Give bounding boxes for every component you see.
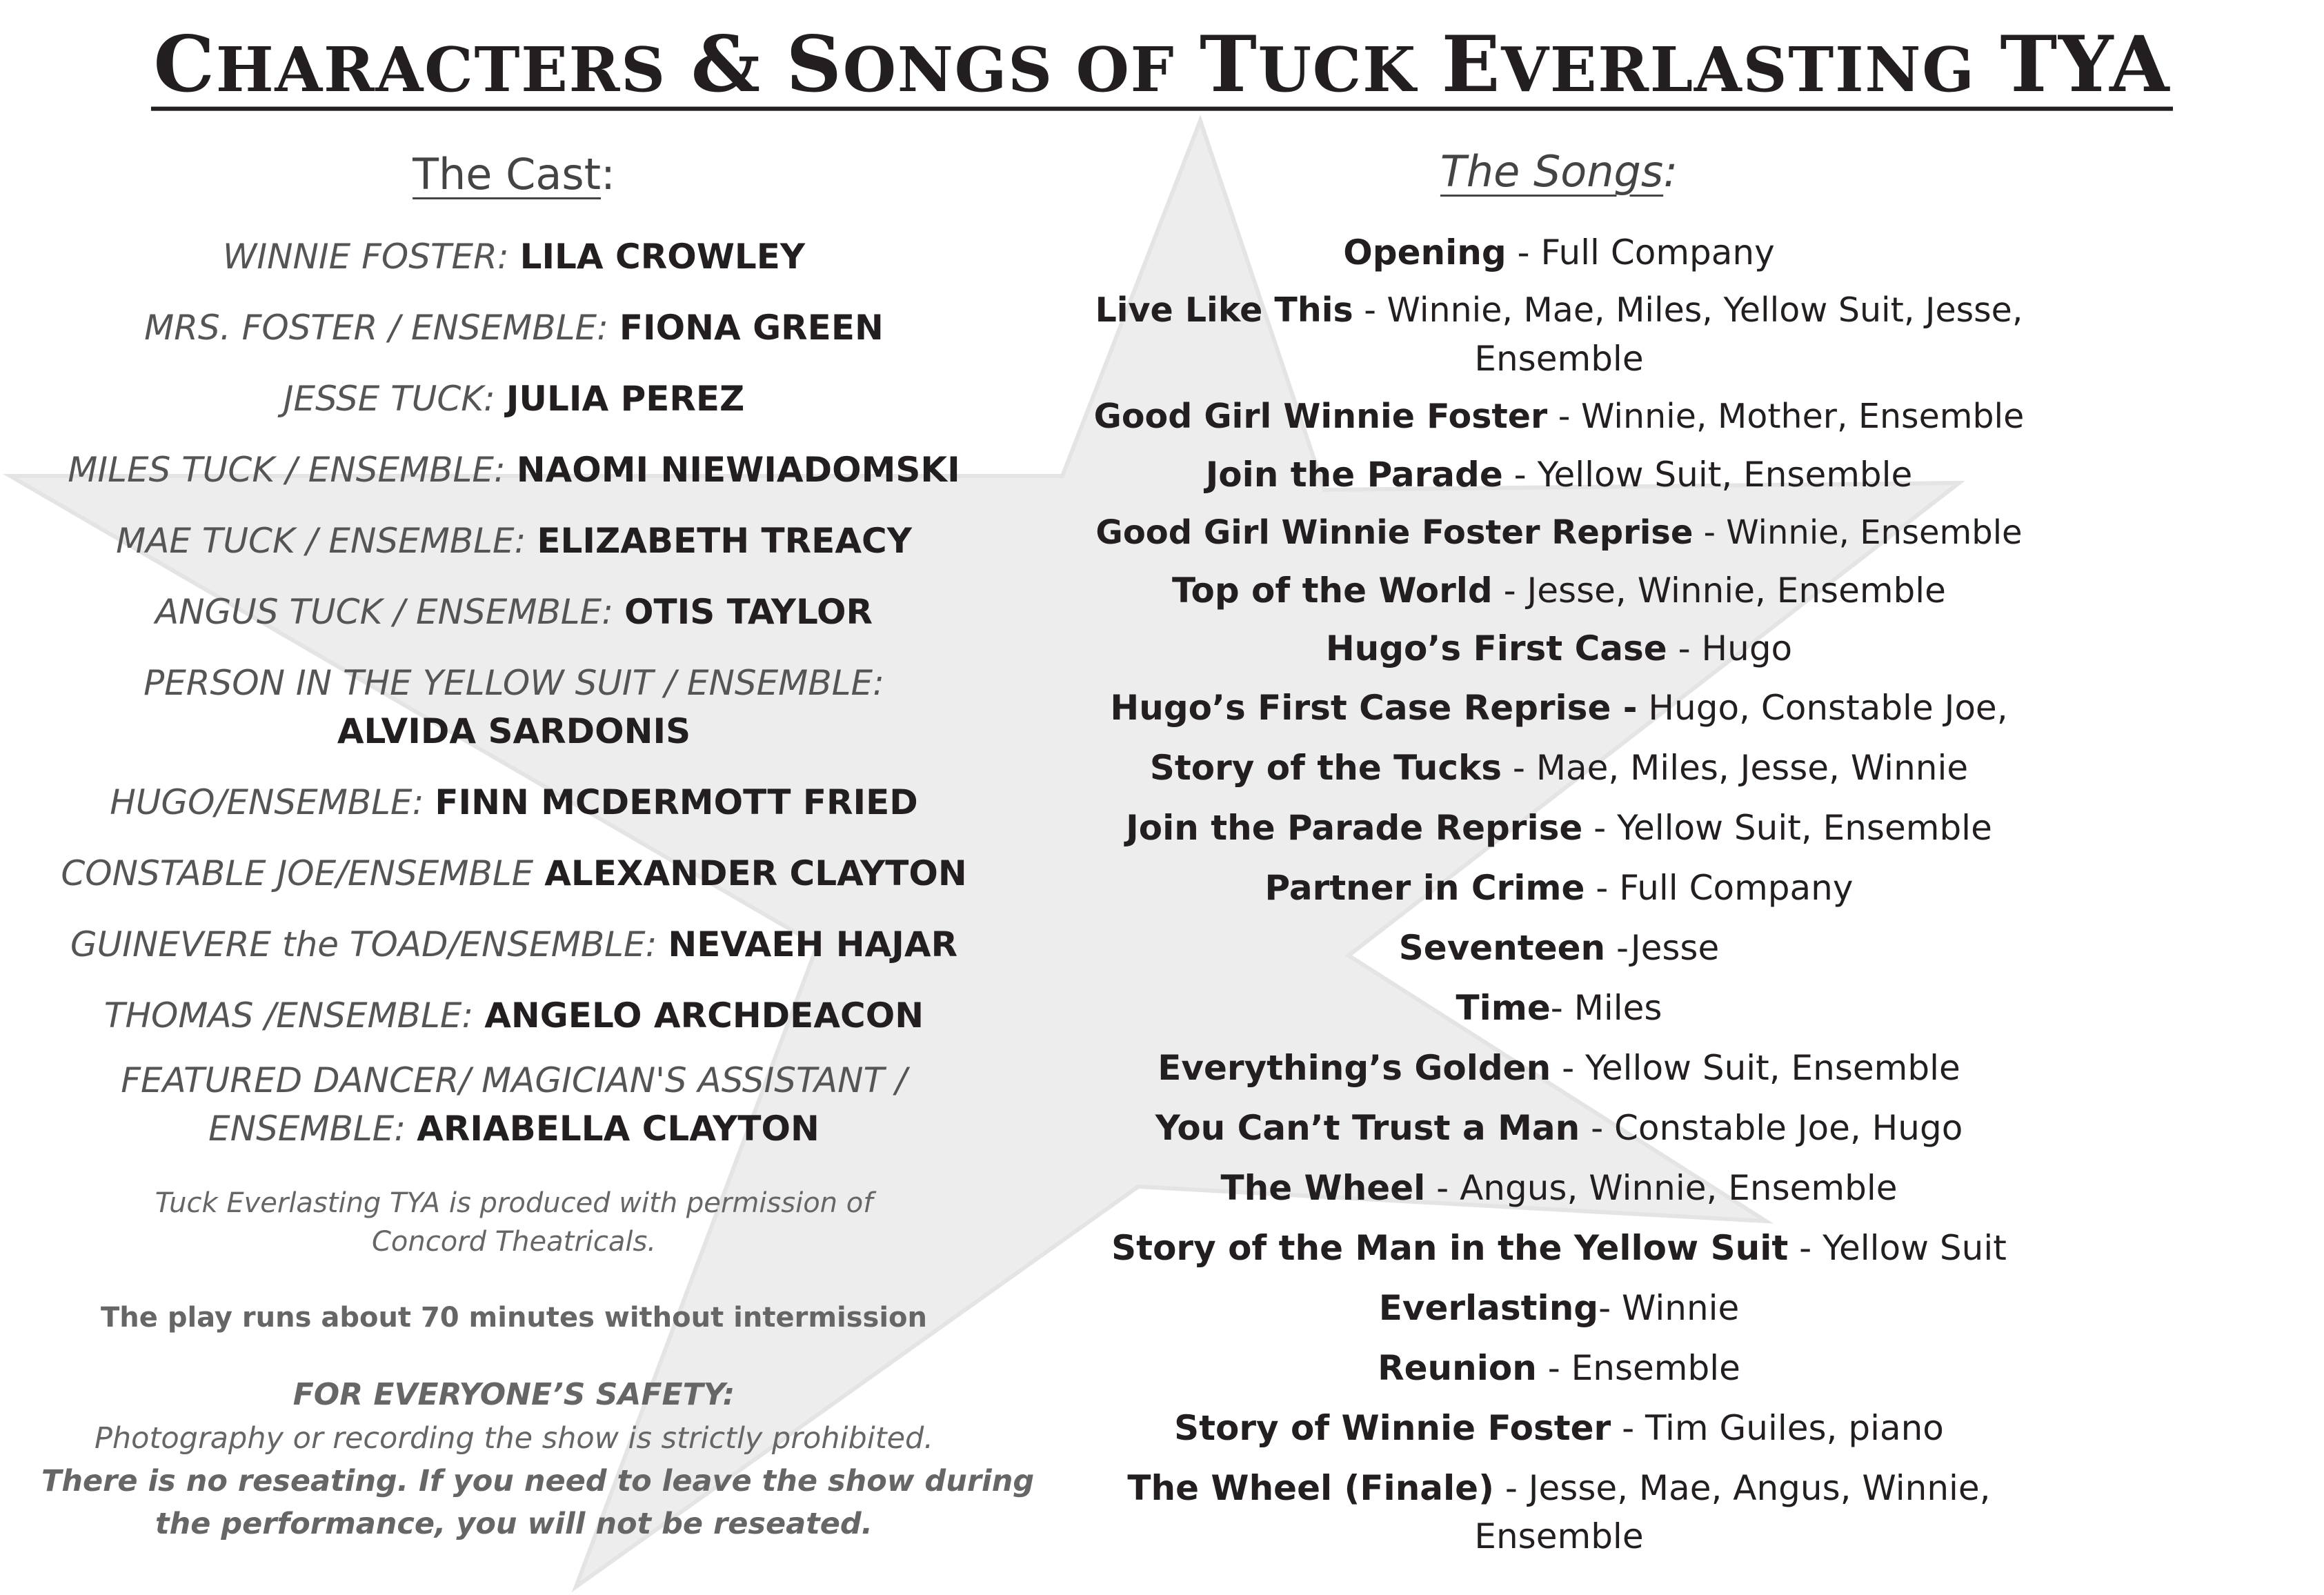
song-row xyxy=(1090,392,2028,442)
actor-text: NAOMI NIEWIADOMSKI xyxy=(516,450,960,490)
song-name-text: Good Girl Winnie Foster Reprise xyxy=(1095,513,1694,552)
safety-heading xyxy=(41,1374,986,1422)
song-row xyxy=(1090,983,2028,1033)
song-singers-text: - Yellow Suit, Ensemble xyxy=(1502,455,1913,495)
cast-row xyxy=(41,658,986,708)
actor-text: FINN MCDERMOTT FRIED xyxy=(435,782,918,822)
role-text: CONSTABLE JOE/ENSEMBLE xyxy=(61,853,534,893)
cast-row xyxy=(41,303,986,353)
role-text: GUINEVERE the TOAD/ENSEMBLE: xyxy=(70,924,657,964)
actor-text: ARIABELLA CLAYTON xyxy=(417,1109,820,1149)
actor-text: FIONA GREEN xyxy=(619,308,884,348)
text-text: Tuck Everlasting TYA is produced with permission of xyxy=(155,1187,873,1219)
text-text: Concord Theatricals. xyxy=(371,1226,657,1258)
song-name-text: You Can’t Trust a Man xyxy=(1155,1108,1580,1148)
big-text: S xyxy=(786,19,843,110)
actor-text: ANGELO ARCHDEACON xyxy=(484,995,924,1036)
song-row xyxy=(1090,624,2028,673)
cast-row xyxy=(41,232,986,281)
song-name-text: Hugo’s First Case xyxy=(1325,628,1667,668)
song-singers-text: - Miles xyxy=(1550,988,1662,1028)
safety-line-text: Photography or recording the show is strictly prohibited. xyxy=(94,1421,934,1456)
song-row xyxy=(1090,1043,2028,1093)
cast-row-continued xyxy=(41,706,986,756)
u-text: The Songs xyxy=(1440,146,1664,197)
cast-row xyxy=(41,920,986,969)
role-text: HUGO/ENSEMBLE: xyxy=(110,782,424,822)
song-name-text: Opening xyxy=(1343,232,1507,273)
role-text: WINNIE FOSTER: xyxy=(222,237,509,277)
page-title xyxy=(0,19,2171,123)
song-singers-text: - Angus, Winnie, Ensemble xyxy=(1425,1168,1898,1208)
song-name-text: Story of the Man in the Yellow Suit xyxy=(1111,1228,1789,1268)
role-text: MILES TUCK / ENSEMBLE: xyxy=(68,450,506,490)
role-text: MAE TUCK / ENSEMBLE: xyxy=(116,521,526,561)
song-row xyxy=(1090,863,2028,913)
song-row xyxy=(1090,450,2028,499)
actor-text: LILA CROWLEY xyxy=(519,237,806,277)
actor-text: JULIA PEREZ xyxy=(506,379,745,419)
song-singers-text: - Yellow Suit, Ensemble xyxy=(1551,1048,1960,1088)
song-singers-text: Hugo, Constable Joe, xyxy=(1637,688,2008,728)
actor-text: ELIZABETH TREACY xyxy=(537,521,912,561)
u-text: The Cast xyxy=(413,149,602,199)
song-name-text: Top of the World xyxy=(1172,571,1493,611)
song-name-text: Good Girl Winnie Foster xyxy=(1093,397,1548,436)
song-name-text: Live Like This xyxy=(1095,290,1353,330)
permission-note-line-2 xyxy=(41,1222,986,1261)
song-name-text: Everything’s Golden xyxy=(1158,1048,1551,1088)
role-text: ENSEMBLE: xyxy=(208,1109,406,1149)
song-name-text: Story of the Tucks xyxy=(1149,748,1502,788)
big-text: T xyxy=(1200,19,1258,110)
song-name-text: Join the Parade Reprise xyxy=(1126,808,1583,848)
song-singers-text: - Ensemble xyxy=(1536,1348,1740,1388)
song-singers-text: - Jesse, Winnie, Ensemble xyxy=(1492,571,1946,611)
text-text: The play runs about 70 minutes without intermission xyxy=(101,1302,927,1334)
song-name-text: Join the Parade xyxy=(1205,455,1503,495)
song-singers-text: - Winnie, Mother, Ensemble xyxy=(1547,397,2025,436)
song-singers-text: - Winnie, Ensemble xyxy=(1693,513,2023,552)
song-name-text: Story of Winnie Foster xyxy=(1174,1408,1611,1448)
cast-row xyxy=(41,991,986,1040)
safety-line-text: There is no reseating. If you need to leave the show during xyxy=(41,1464,1035,1498)
song-singers-text: Ensemble xyxy=(1474,1516,1644,1556)
role-text: FEATURED DANCER/ MAGICIAN'S ASSISTANT / xyxy=(121,1060,907,1100)
song-row xyxy=(1090,1223,2028,1273)
song-row xyxy=(1090,228,2028,277)
song-name-text: Time xyxy=(1456,988,1551,1028)
song-row xyxy=(1090,1403,2028,1453)
song-name-text: Reunion xyxy=(1378,1348,1537,1388)
song-row-continued xyxy=(1090,1512,2028,1561)
sc-text: VERLASTING xyxy=(1501,34,1976,106)
song-row xyxy=(1090,286,2028,335)
song-row xyxy=(1090,923,2028,973)
songs-heading xyxy=(1090,146,2028,197)
big-text: E xyxy=(1441,19,1502,110)
song-singers-text: -Jesse xyxy=(1605,928,1720,968)
song-singers-text: - Hugo xyxy=(1667,628,1793,668)
song-row xyxy=(1090,1463,2028,1513)
song-name-text: Everlasting xyxy=(1378,1288,1599,1328)
safety-line xyxy=(41,1503,986,1545)
cast-row xyxy=(41,516,986,566)
song-name-text: Partner in Crime xyxy=(1264,868,1585,908)
song-singers-text: - Winnie, Mae, Miles, Yellow Suit, Jesse, xyxy=(1353,290,2023,330)
song-row xyxy=(1090,683,2028,733)
role-text: PERSON IN THE YELLOW SUIT / ENSEMBLE: xyxy=(143,663,884,703)
text-text: : xyxy=(1663,146,1678,197)
song-row xyxy=(1090,803,2028,853)
role-text: MRS. FOSTER / ENSEMBLE: xyxy=(144,308,608,348)
song-singers-text: - Yellow Suit, Ensemble xyxy=(1582,808,1992,848)
sc-text: ONGS OF xyxy=(842,34,1175,106)
safety-line xyxy=(41,1417,986,1460)
cast-row-continued xyxy=(41,1104,986,1153)
song-row-continued xyxy=(1090,334,2028,384)
role-text: ANGUS TUCK / ENSEMBLE: xyxy=(155,592,614,632)
safety-line xyxy=(41,1460,1035,1503)
song-singers-text: - Winnie xyxy=(1598,1288,1740,1328)
song-name-text: Seventeen xyxy=(1398,928,1606,968)
song-singers-text: - Mae, Miles, Jesse, Winnie xyxy=(1502,748,1969,788)
song-singers-text: - Constable Joe, Hugo xyxy=(1580,1108,1963,1148)
song-singers-text: - Full Company xyxy=(1585,868,1854,908)
song-name-text: The Wheel (Finale) xyxy=(1127,1468,1494,1508)
cast-row xyxy=(41,587,986,637)
runtime-note xyxy=(41,1298,986,1337)
song-name-text: Hugo’s First Case Reprise - xyxy=(1110,688,1638,728)
song-row xyxy=(1090,1163,2028,1213)
cast-row xyxy=(41,374,986,424)
role-text: JESSE TUCK: xyxy=(283,379,495,419)
cast-row xyxy=(41,1056,986,1105)
cast-row xyxy=(41,445,986,495)
song-singers-text: - Tim Guiles, piano xyxy=(1611,1408,1944,1448)
song-row xyxy=(1090,508,2028,557)
safety-line-text: the performance, you will not be reseated. xyxy=(155,1507,873,1541)
sc-text: HARACTERS xyxy=(215,34,666,106)
big-text: C xyxy=(153,19,216,110)
song-row xyxy=(1090,1103,2028,1153)
song-row xyxy=(1090,1283,2028,1333)
safety-head-text: FOR EVERYONE’S SAFETY: xyxy=(292,1377,735,1412)
cast-row xyxy=(41,777,986,827)
text-text: : xyxy=(601,149,615,199)
song-singers-text: Ensemble xyxy=(1474,339,1644,379)
sc-text: UCK xyxy=(1258,34,1418,106)
big-text: TYA xyxy=(2000,19,2171,110)
actor-text: ALVIDA SARDONIS xyxy=(337,711,691,751)
cast-heading xyxy=(41,149,986,199)
song-row xyxy=(1090,743,2028,793)
cast-row xyxy=(41,849,986,898)
actor-text: ALEXANDER CLAYTON xyxy=(544,853,967,893)
song-singers-text: - Yellow Suit xyxy=(1788,1228,2007,1268)
song-singers-text: - Full Company xyxy=(1506,232,1775,273)
big-text: & xyxy=(691,19,762,110)
actor-text: OTIS TAYLOR xyxy=(624,592,873,632)
role-text: THOMAS /ENSEMBLE: xyxy=(103,995,474,1036)
actor-text: NEVAEH HAJAR xyxy=(668,924,958,964)
song-name-text: The Wheel xyxy=(1220,1168,1426,1208)
song-row xyxy=(1090,1343,2028,1393)
song-singers-text: - Jesse, Mae, Angus, Winnie, xyxy=(1493,1468,1991,1508)
permission-note xyxy=(41,1184,986,1222)
song-row xyxy=(1090,566,2028,615)
